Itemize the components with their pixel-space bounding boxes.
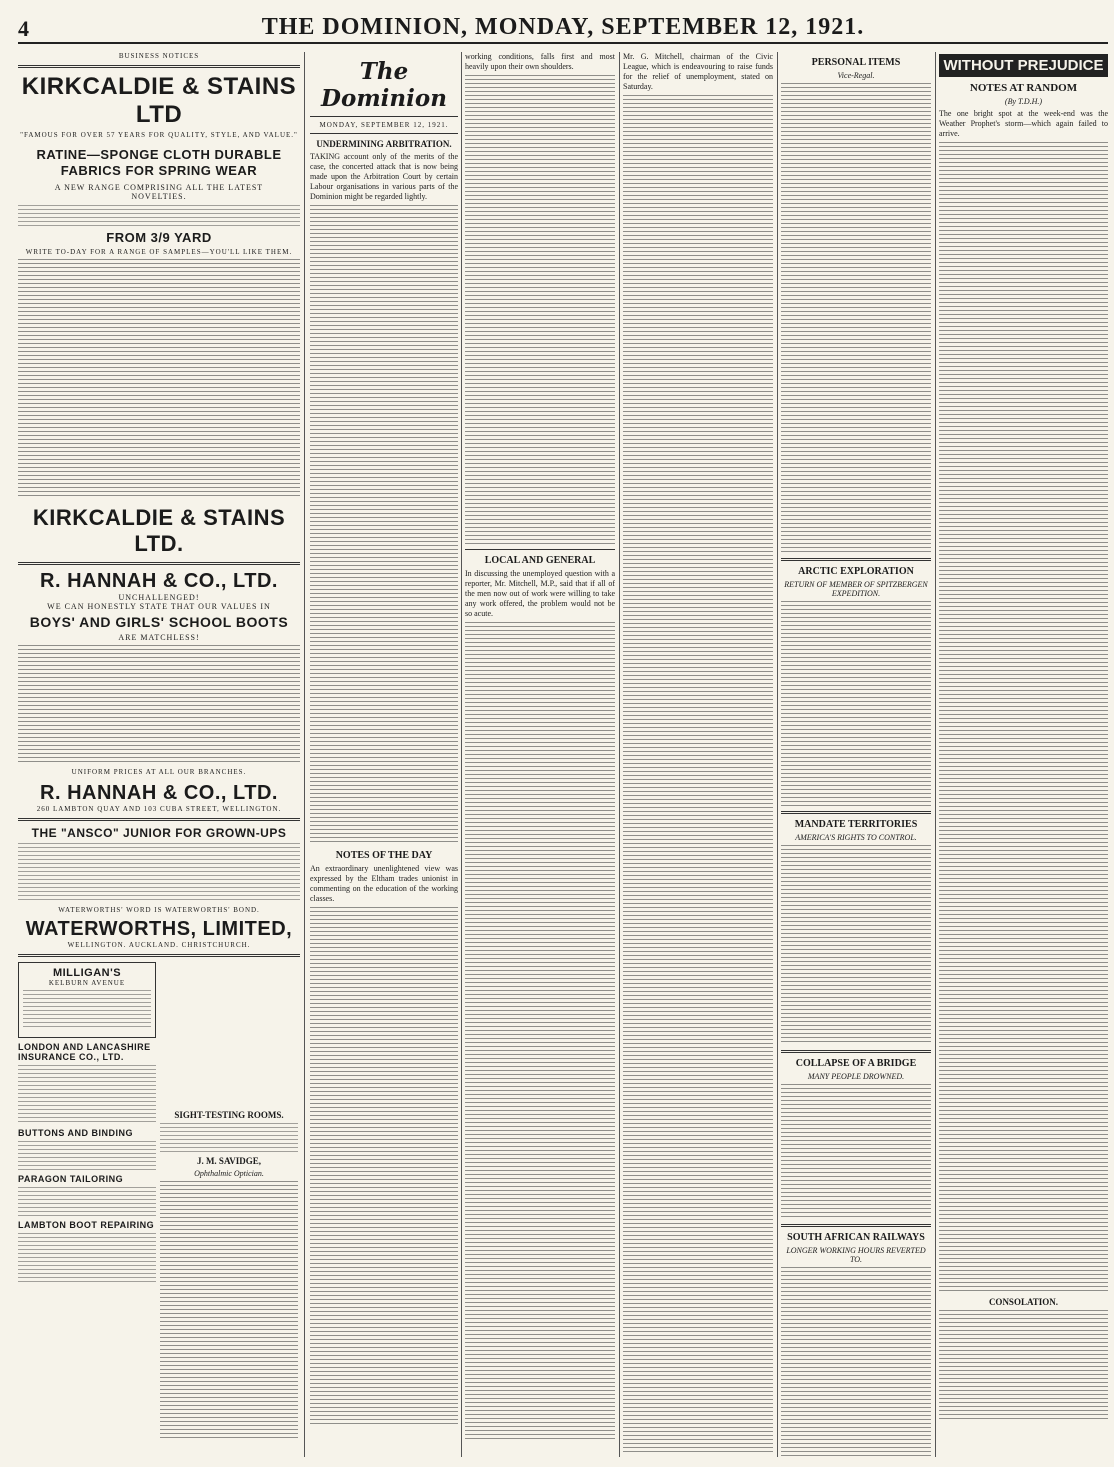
waterworths-ad-name: WATERWORTHS, LIMITED, bbox=[25, 918, 293, 940]
column-four-continued: working conditions, falls first and most heavily upon their own shoulders. bbox=[465, 52, 615, 71]
column-five bbox=[623, 52, 773, 1457]
mandate-territories-body bbox=[781, 845, 931, 1045]
sight-testing-ad-role: Ophthalmic Optician. bbox=[194, 1169, 264, 1178]
notes-at-random-headline: NOTES AT RANDOM bbox=[969, 82, 1078, 94]
divider bbox=[781, 558, 931, 561]
buttons-ad-name: BUTTONS AND BINDING bbox=[18, 1128, 133, 1138]
column-two-body bbox=[160, 1181, 298, 1441]
divider bbox=[310, 116, 458, 117]
collapse-of-bridge-sub: MANY PEOPLE DROWNED. bbox=[807, 1072, 905, 1081]
hannah-ad-uniform: UNIFORM PRICES AT ALL OUR BRANCHES. bbox=[71, 768, 247, 776]
editorial-body bbox=[310, 205, 458, 845]
personal-items-headline: PERSONAL ITEMS bbox=[811, 57, 901, 68]
notes-at-random-byline: (By T.D.H.) bbox=[1004, 97, 1043, 106]
masthead bbox=[18, 10, 1108, 44]
kirkcaldie-ad-samples: WRITE TO-DAY FOR A RANGE OF SAMPLES—YOU'LL LIKE THEM. bbox=[25, 248, 293, 256]
column-rule bbox=[935, 52, 936, 1457]
personal-items-sub: Vice-Regal. bbox=[837, 71, 875, 80]
column-four-body bbox=[465, 75, 615, 545]
lambton-boot-ad-name: LAMBTON BOOT REPAIRING bbox=[18, 1220, 155, 1230]
divider bbox=[18, 818, 300, 821]
london-lancashire-ad-body bbox=[18, 1065, 156, 1125]
sight-testing-ad-body bbox=[160, 1123, 298, 1153]
personal-items-body bbox=[781, 83, 931, 553]
kirkcaldie-ad-range: A NEW RANGE COMPRISING ALL THE LATEST NOVELTIES. bbox=[54, 183, 264, 201]
milligan-ad-body bbox=[23, 990, 151, 1030]
hannah-ad-tag: UNCHALLENGED! bbox=[118, 593, 200, 602]
kirkcaldie-ad-price: FROM 3/9 YARD bbox=[106, 230, 212, 245]
buttons-ad-body bbox=[18, 1141, 156, 1171]
column-five-body bbox=[623, 95, 773, 1455]
notes-of-the-day-headline: NOTES OF THE DAY bbox=[335, 850, 433, 861]
south-african-railways-headline: SOUTH AFRICAN RAILWAYS bbox=[787, 1232, 925, 1243]
column-rule bbox=[777, 52, 778, 1457]
mandate-territories-sub: AMERICA'S RIGHTS TO CONTROL. bbox=[795, 833, 917, 842]
arctic-exploration-body bbox=[781, 601, 931, 806]
consolation-body bbox=[939, 1310, 1108, 1420]
local-and-general-headline: LOCAL AND GENERAL bbox=[484, 555, 596, 566]
divider bbox=[18, 562, 300, 565]
column-two bbox=[160, 1105, 298, 1457]
editorial-headline: UNDERMINING ARBITRATION. bbox=[316, 139, 452, 149]
mandate-territories-headline: MANDATE TERRITORIES bbox=[794, 819, 918, 830]
waterworths-ad-cities: WELLINGTON. AUCKLAND. CHRISTCHURCH. bbox=[67, 941, 251, 949]
divider bbox=[18, 954, 300, 957]
collapse-of-bridge-headline: COLLAPSE OF A BRIDGE bbox=[795, 1058, 917, 1069]
page-number: 4 bbox=[18, 16, 29, 41]
divider bbox=[781, 1050, 931, 1053]
column-rule bbox=[461, 52, 462, 1457]
kirkcaldie-ad-slogan: "FAMOUS FOR OVER 57 YEARS FOR QUALITY, STYLE, AND VALUE." bbox=[20, 131, 298, 139]
kirkcaldie-ad-product: RATINE—SPONGE CLOTH DURABLE FABRICS FOR SPRING WEAR bbox=[36, 147, 282, 178]
arctic-exploration-sub: RETURN OF MEMBER OF SPITZBERGEN EXPEDITION. bbox=[784, 580, 928, 598]
notes-of-the-day-body bbox=[310, 907, 458, 1427]
hannah-ad-footer: R. HANNAH & CO., LTD. bbox=[40, 782, 278, 804]
kirkcaldie-ad-body bbox=[18, 205, 300, 227]
column-rule bbox=[304, 52, 305, 1457]
local-and-general-body bbox=[465, 622, 615, 1442]
divider bbox=[465, 549, 615, 550]
column-five-lead: Mr. G. Mitchell, chairman of the Civic League, which is endeavouring to raise funds for the relief of unemployment, stated on Saturday. bbox=[623, 52, 773, 91]
collapse-of-bridge-body bbox=[781, 1084, 931, 1219]
column-editorial bbox=[310, 52, 458, 1457]
column-without-prejudice bbox=[939, 52, 1108, 1457]
notes-at-random-lead: The one bright spot at the week-end was the Weather Prophet's storm—which again failed to arrive. bbox=[939, 109, 1108, 138]
masthead-title: THE DOMINION, MONDAY, SEPTEMBER 12, 1921. bbox=[261, 14, 865, 40]
consolation-headline: CONSOLATION. bbox=[988, 1297, 1059, 1307]
notes-of-the-day-lead: An extraordinary unenlightened view was expressed by the Eltham trades unionist in commenting on the education of the working classes. bbox=[310, 864, 458, 903]
column-rule bbox=[619, 52, 620, 1457]
editorial-dateline: MONDAY, SEPTEMBER 12, 1921. bbox=[319, 121, 449, 129]
divider bbox=[781, 1224, 931, 1227]
divider bbox=[18, 65, 300, 68]
south-african-railways-body bbox=[781, 1267, 931, 1457]
sight-testing-ad-title: SIGHT-TESTING ROOMS. bbox=[174, 1110, 284, 1120]
ansco-ad-title: THE "ANSCO" JUNIOR FOR GROWN-UPS bbox=[31, 826, 287, 840]
south-african-railways-sub: LONGER WORKING HOURS REVERTED TO. bbox=[786, 1246, 926, 1264]
column-local-general bbox=[465, 52, 615, 1457]
notes-at-random-body bbox=[939, 142, 1108, 1292]
hannah-ad-claim: WE CAN HONESTLY STATE THAT OUR VALUES IN bbox=[47, 602, 271, 611]
milligan-ad-sub: KELBURN AVENUE bbox=[48, 979, 126, 987]
ansco-ad-word: WATERWORTHS' WORD IS WATERWORTHS' BOND. bbox=[58, 906, 260, 914]
hannah-ad-matched: ARE MATCHLESS! bbox=[118, 633, 200, 642]
editorial-lead: TAKING account only of the merits of the case, the concerted attack that is now being made upon the Arbitration Court by certain Labour organisations in various parts of the Dominion might be regarded lightly. bbox=[310, 152, 458, 201]
london-lancashire-ad-name: LONDON AND LANCASHIRE INSURANCE CO., LTD. bbox=[18, 1042, 151, 1062]
hannah-ad-name: R. HANNAH & CO., LTD. bbox=[40, 570, 278, 592]
kirkcaldie-ad-name: KIRKCALDIE & STAINS LTD bbox=[21, 73, 297, 128]
milligan-ad-name: MILLIGAN'S bbox=[52, 967, 122, 979]
without-prejudice-banner: WITHOUT PREJUDICE bbox=[939, 54, 1108, 77]
column-personal-items bbox=[781, 52, 931, 1457]
lambton-boot-ad-body bbox=[18, 1233, 156, 1283]
sight-testing-ad-name: J. M. SAVIDGE, bbox=[196, 1156, 262, 1166]
section-label: BUSINESS NOTICES bbox=[118, 52, 200, 60]
local-and-general-lead: In discussing the unemployed question with a reporter, Mr. Mitchell, M.P., said that if all of the men now out of work were willing to take any work offered, the problem would not be so acute. bbox=[465, 569, 615, 618]
arctic-exploration-headline: ARCTIC EXPLORATION bbox=[798, 566, 914, 577]
divider bbox=[310, 133, 458, 134]
paragon-ad-name: PARAGON TAILORING bbox=[18, 1174, 124, 1184]
kirkcaldie-ad-footer: KIRKCALDIE & STAINS LTD. bbox=[32, 505, 286, 556]
divider bbox=[781, 811, 931, 814]
hannah-ad-product: BOYS' AND GIRLS' SCHOOL BOOTS bbox=[29, 614, 289, 630]
hannah-ad-listing bbox=[18, 645, 300, 765]
milligan-ad bbox=[18, 962, 156, 1038]
paragon-ad-body bbox=[18, 1187, 156, 1217]
hannah-ad-address: 260 LAMBTON QUAY AND 103 CUBA STREET, WELLINGTON. bbox=[36, 805, 282, 813]
kirkcaldie-ad-listing bbox=[18, 259, 300, 499]
ansco-ad-body bbox=[18, 843, 300, 903]
nameplate: The Dominion bbox=[321, 58, 447, 112]
